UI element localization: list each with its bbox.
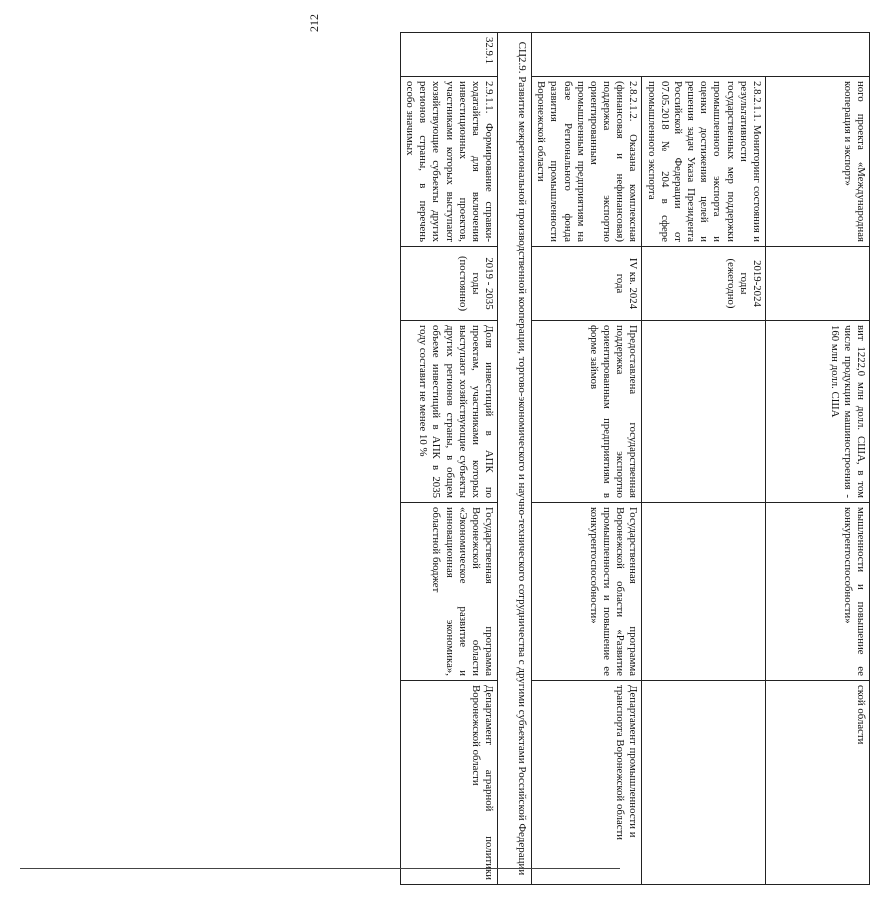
row-number: 32.9.1 [400, 33, 497, 77]
result-cell: Предоставлена государственная поддержка экспортно ориентированным предприятиям в форме займов [532, 321, 642, 503]
executor-cell [642, 681, 766, 885]
program-cell: Государственная программа Воронежской области «Экономическое развитие и инновационная экономика», областной бюджет [400, 503, 497, 681]
plan-table [400, 32, 870, 885]
executor-cell: Департамент аграрной политики Воронежской области [400, 681, 497, 885]
table-row [532, 33, 642, 885]
executor-cell: Департамент промышленности и транспорта Воронежской области [532, 681, 642, 885]
event-cell: 2.8.2.1.1. Мониторинг состояния и результативности государственных мер поддержки промышленного экспорта и оценки достижения целей и решения задач Указа Президента Российской Федерации от 07.05.2018 № 204 в сфере промышленного экспорта [642, 77, 766, 247]
executor-cell: ской области [766, 681, 870, 885]
term-cell: 2019-2024 годы (ежегодно) [642, 247, 766, 321]
table-row [766, 33, 870, 885]
row-number [532, 33, 870, 77]
term-cell: 2019 - 2035 годы (постоянно) [400, 247, 497, 321]
event-cell: 2.9.1.1. Формирование справки-ходатайства для включения инвестиционных проектов, участниками которых выступают хозяйствующие субъекты других регионов страны, в перечень особо значимых [400, 77, 497, 247]
event-cell: ного проекта «Международная кооперация и экспорт» [766, 77, 870, 247]
result-cell: вит 1222,0 млн долл. США, в том числе продукции машиностроения - 160 млн долл. США [766, 321, 870, 503]
bottom-rule [20, 868, 620, 869]
rotated-table-container [404, 32, 870, 884]
page-number: 212 [307, 14, 321, 32]
program-cell: Государственная программа Воронежской области «Развитие промышленности и повышение ее конкурентоспособности» [532, 503, 642, 681]
program-cell [642, 503, 766, 681]
result-cell [642, 321, 766, 503]
term-cell: IV кв. 2024 года [532, 247, 642, 321]
term-cell [766, 247, 870, 321]
table-row [400, 33, 497, 885]
table-row [642, 33, 766, 885]
section-heading: СЦ2.9. Развитие межрегиональной производственной кооперации, торгово-экономического и научно-технического сотрудничества с другими субъектами Российской Федерации [498, 33, 532, 885]
result-cell: Доля инвестиций в АПК по проектам, участниками которых выступают хозяйствующие субъекты других регионов страны, в общем объеме инвестиций в АПК в 2035 году составит не менее 10 % [400, 321, 497, 503]
section-row [498, 33, 532, 885]
program-cell: мышленности и повышение ее конкурентоспособности» [766, 503, 870, 681]
event-cell: 2.8.2.1.2. Оказана комплексная (финансовая и нефинансовая) поддержка экспортно ориентированным промышленным предприятиям на базе Регионального фонда развития промышленности Воронежской области [532, 77, 642, 247]
